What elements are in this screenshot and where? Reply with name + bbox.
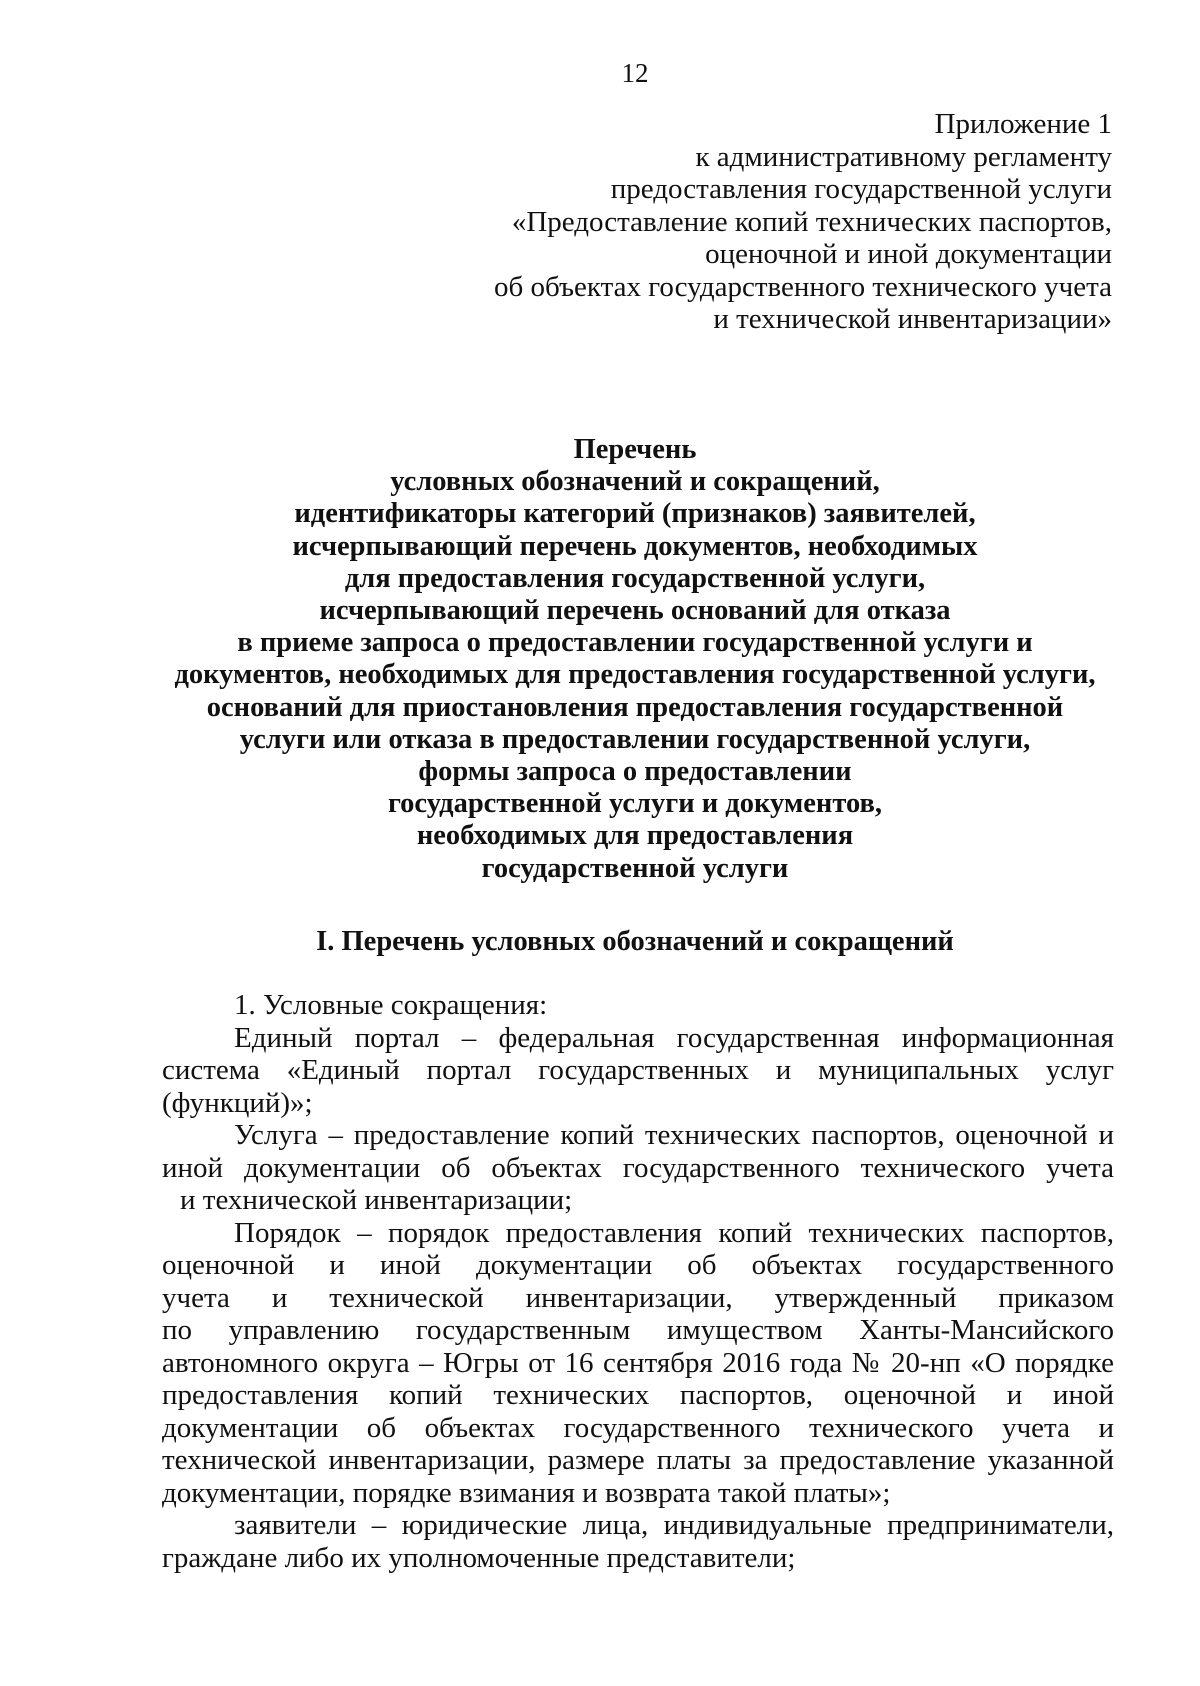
- document-title: [90, 434, 1180, 885]
- title-line: исчерпывающий перечень оснований для отказа: [319, 595, 951, 627]
- title-line: государственной услуги и документов,: [387, 788, 883, 820]
- body-line: по управлению государственным имуществом Ханты-Мансийского: [162, 1314, 1114, 1346]
- body-line: и технической инвентаризации;: [180, 1184, 573, 1216]
- body-line: предоставления копий технических паспортов, оценочной и иной: [162, 1379, 1114, 1411]
- body-line: 1. Условные сокращения:: [234, 989, 548, 1021]
- title-line: в приеме запроса о предоставлении государственной услуги и: [237, 627, 1033, 659]
- body-line: граждане либо их уполномоченные представители;: [162, 1541, 796, 1574]
- body-line: документации об объектах государственного технического учета и: [162, 1411, 1114, 1444]
- title-line: услуги или отказа в предоставлении государственной услуги,: [239, 723, 1031, 755]
- body-text: [162, 989, 1114, 1574]
- body-line: система «Единый портал государственных и муниципальных услуг: [162, 1054, 1114, 1086]
- body-line: Единый портал – федеральная государственная информационная: [234, 1021, 1114, 1054]
- body-line: оценочной и иной документации об объектах государственного: [162, 1249, 1114, 1281]
- appendix-header: [352, 108, 1112, 336]
- body-line: иной документации об объектах государственного технического учета: [162, 1151, 1114, 1184]
- title-line: для предоставления государственной услуги,: [344, 562, 926, 594]
- appendix-line: и технической инвентаризации»: [713, 303, 1112, 335]
- title-line: необходимых для предоставления: [416, 820, 854, 852]
- title-line: условных обозначений и сокращений,: [390, 466, 880, 498]
- title-line: Перечень: [573, 434, 697, 465]
- body-line: учета и технической инвентаризации, утвержденный приказом: [162, 1281, 1114, 1314]
- appendix-line: об объектах государственного технического учета: [494, 270, 1112, 303]
- section-heading: I. Перечень условных обозначений и сокращений: [316, 926, 954, 957]
- body-line: Порядок – порядок предоставления копий технических паспортов,: [234, 1216, 1114, 1249]
- title-line: оснований для приостановления предоставления государственной: [206, 691, 1064, 723]
- title-line: исчерпывающий перечень документов, необходимых: [292, 530, 978, 562]
- body-line: автономного округа – Югры от 16 сентября 2016 года № 20-нп «О порядке: [162, 1346, 1114, 1379]
- title-line: государственной услуги: [481, 852, 789, 884]
- title-line: документов, необходимых для предоставления государственной услуги,: [174, 659, 1096, 691]
- appendix-line: предоставления государственной услуги: [610, 173, 1112, 205]
- page-number: 12: [621, 58, 649, 88]
- body-line: документации, порядке взимания и возврата такой платы»;: [162, 1476, 891, 1509]
- appendix-line: Приложение 1: [934, 108, 1112, 140]
- body-line: Услуга – предоставление копий технических паспортов, оценочной и: [234, 1119, 1114, 1151]
- appendix-line: оценочной и иной документации: [705, 238, 1112, 270]
- title-line: идентификаторы категорий (признаков) заявителей,: [294, 498, 976, 530]
- appendix-line: «Предоставление копий технических паспортов,: [511, 205, 1112, 238]
- body-line: заявители – юридические лица, индивидуальные предприниматели,: [234, 1509, 1114, 1541]
- body-line: (функций)»;: [162, 1086, 313, 1119]
- appendix-line: к административному регламенту: [695, 140, 1112, 173]
- title-line: формы запроса о предоставлении: [418, 756, 852, 788]
- body-line: технической инвентаризации, размере платы за предоставление указанной: [162, 1444, 1114, 1476]
